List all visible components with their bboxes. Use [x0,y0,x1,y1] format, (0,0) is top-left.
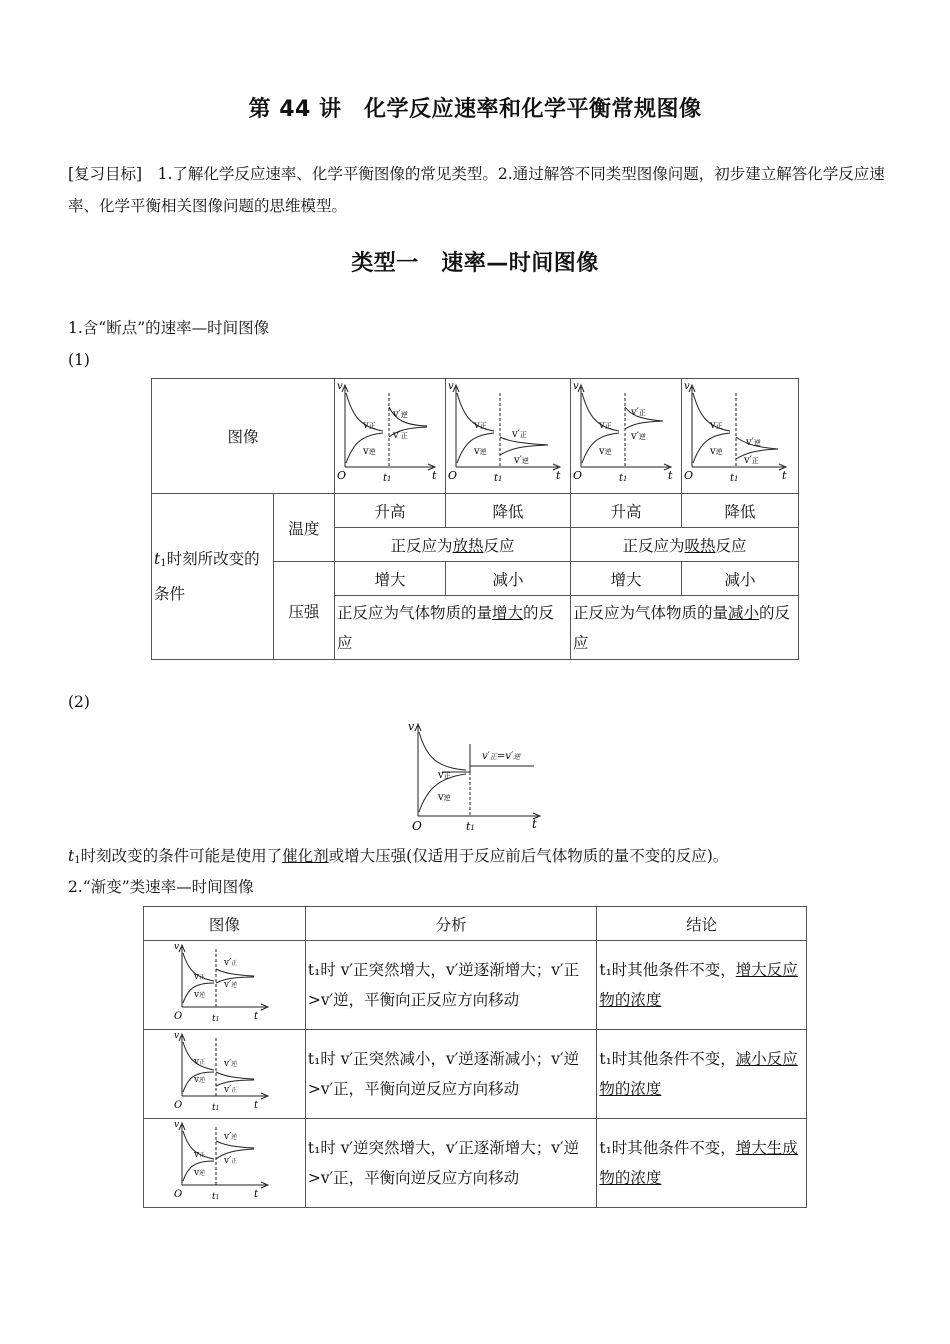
svg-text:v′逆: v′逆 [224,1132,238,1142]
pressure-label: 压强 [273,562,334,660]
svg-text:t: t [254,1100,259,1111]
svg-text:v正: v正 [598,420,612,431]
gradual-graph-2 [174,1030,274,1114]
svg-text:v: v [683,381,690,392]
rate-graph-3 [573,379,679,489]
svg-text:v′逆: v′逆 [745,437,761,448]
conclusion-row-1: t₁时其他条件不变，增大反应物的浓度 [597,941,807,1030]
svg-text:v逆: v逆 [598,446,612,457]
svg-text:v′正: v′正 [224,1156,238,1166]
analysis-row-3: t₁时 v′逆突然增大，v′正逐渐增大；v′逆>v′正，平衡向逆反应方向移动 [305,1119,596,1208]
gradual-graph-1 [174,941,274,1025]
svg-text:v′逆: v′逆 [630,431,646,442]
item-1-heading: 1.含“断点”的速率—时间图像 [68,319,270,337]
svg-text:t1: t1 [493,473,503,484]
svg-text:t1: t1 [212,1103,220,1113]
page-title: 第 44 讲 化学反应速率和化学平衡常规图像 [248,97,702,122]
subitem-1: (1) [68,351,90,369]
gradual-graph-3 [174,1119,274,1203]
svg-text:O: O [174,1011,183,1022]
svg-text:t: t [532,817,537,831]
svg-text:v逆: v逆 [362,446,376,457]
rate-graph-1 [337,379,443,489]
header-analysis: 分析 [305,907,596,941]
graph-cell-4 [681,379,798,494]
review-goal-label: [复习目标] [68,165,143,183]
analysis-row-1: t₁时 v′正突然增大，v′逆逐渐增大；v′正>v′逆，平衡向正反应方向移动 [305,941,596,1030]
conclusion-row-2: t₁时其他条件不变，减小反应物的浓度 [597,1030,807,1119]
catalyst-rate-graph [404,716,554,836]
svg-text:v逆: v逆 [709,446,723,457]
pressure-note-increase: 正反应为气体物质的量增大的反应 [334,596,570,660]
svg-text:v′正: v′正 [224,1085,238,1095]
pressure-value-1: 增大 [334,562,445,596]
table-gradual-change [143,906,807,1208]
svg-text:v′逆: v′逆 [224,980,238,990]
svg-text:v正: v正 [194,972,206,982]
svg-text:t1: t1 [212,1014,220,1024]
svg-text:O: O [572,469,583,482]
svg-text:v正: v正 [473,420,487,431]
temp-value-4: 降低 [681,494,798,528]
graph-cell-row-2 [144,1030,306,1119]
item-2-heading: 2.“渐变”类速率—时间图像 [68,878,254,896]
svg-text:v′正: v′正 [224,958,238,968]
svg-text:v逆: v逆 [473,446,487,457]
svg-text:v正: v正 [438,770,451,781]
header-image: 图像 [144,907,306,941]
pressure-value-4: 减小 [681,562,798,596]
svg-text:v′逆: v′逆 [392,409,408,420]
section-title: 类型一 速率—时间图像 [351,251,599,276]
svg-text:t: t [667,469,673,482]
svg-text:t: t [254,1011,259,1022]
review-goal-text: 1.了解化学反应速率、化学平衡图像的常见类型。2.通过解答不同类型图像问题，初步建立解答化学反应速率、化学平衡相关图像问题的思维模型。 [68,165,885,215]
svg-text:O: O [412,819,422,833]
svg-text:v逆: v逆 [194,1168,206,1178]
graph-cell-row-3 [144,1119,306,1208]
temp-value-2: 降低 [445,494,570,528]
rate-graph-4 [684,379,796,489]
svg-text:v: v [572,381,579,392]
svg-text:v: v [174,1031,180,1041]
svg-text:t: t [431,469,437,482]
svg-text:O: O [174,1189,183,1200]
table-break-point [151,378,799,660]
svg-text:v′正: v′正 [392,430,408,441]
svg-text:O: O [683,469,694,482]
svg-text:v′逆: v′逆 [513,455,529,466]
conclusion-row-3: t₁时其他条件不变，增大生成物的浓度 [597,1119,807,1208]
svg-text:t1: t1 [212,1192,220,1202]
svg-text:t: t [254,1189,259,1200]
temp-value-3: 升高 [570,494,681,528]
analysis-row-2: t₁时 v′正突然减小，v′逆逐渐减小；v′逆>v′正，平衡向逆反应方向移动 [305,1030,596,1119]
svg-text:t: t [781,469,787,482]
rate-graph-2 [448,379,568,489]
review-goal [68,158,886,222]
svg-text:t: t [555,469,561,482]
svg-text:v逆: v逆 [438,792,451,803]
svg-text:v: v [174,1120,180,1130]
svg-text:v′正=v′逆: v′正=v′逆 [482,751,521,762]
svg-text:v正: v正 [362,420,376,431]
temp-value-1: 升高 [334,494,445,528]
pressure-value-3: 增大 [570,562,681,596]
graph-cell-2 [445,379,570,494]
svg-text:v′逆: v′逆 [224,1059,238,1069]
svg-text:v正: v正 [709,420,723,431]
svg-text:O: O [447,469,458,482]
svg-text:v′正: v′正 [743,455,759,466]
image-header: 图像 [152,379,335,494]
subitem-2: (2) [68,693,90,711]
svg-text:O: O [174,1100,183,1111]
pressure-value-2: 减小 [445,562,570,596]
temp-note-exothermic: 正反应为放热反应 [334,528,570,562]
pressure-note-decrease: 正反应为气体物质的量减小的反应 [570,596,798,660]
temp-note-endothermic: 正反应为吸热反应 [570,528,798,562]
graph-cell-1 [334,379,445,494]
svg-text:t1: t1 [618,473,628,484]
svg-text:v′正: v′正 [630,407,646,418]
svg-text:v: v [336,381,343,392]
svg-text:v′正: v′正 [511,429,527,440]
svg-text:t1: t1 [729,473,739,484]
svg-text:v: v [447,381,454,392]
graph-cell-3 [570,379,681,494]
temperature-label: 温度 [273,494,334,562]
svg-text:v正: v正 [194,1150,206,1160]
svg-text:t1: t1 [466,820,475,833]
svg-text:t1: t1 [382,473,392,484]
svg-text:v逆: v逆 [194,1075,206,1085]
svg-text:v逆: v逆 [194,990,206,1000]
svg-text:v正: v正 [194,1057,206,1067]
svg-text:v: v [174,942,180,952]
condition-label: $t_1$时刻所改变的条件 [152,494,274,660]
svg-text:O: O [336,469,347,482]
catalyst-note: $t_1$时刻改变的条件可能是使用了催化剂或增大压强(仅适用于反应前后气体物质的量不变的反应)。 [68,847,729,866]
graph-cell-row-1 [144,941,306,1030]
svg-text:v: v [408,720,415,733]
header-conclusion: 结论 [597,907,807,941]
